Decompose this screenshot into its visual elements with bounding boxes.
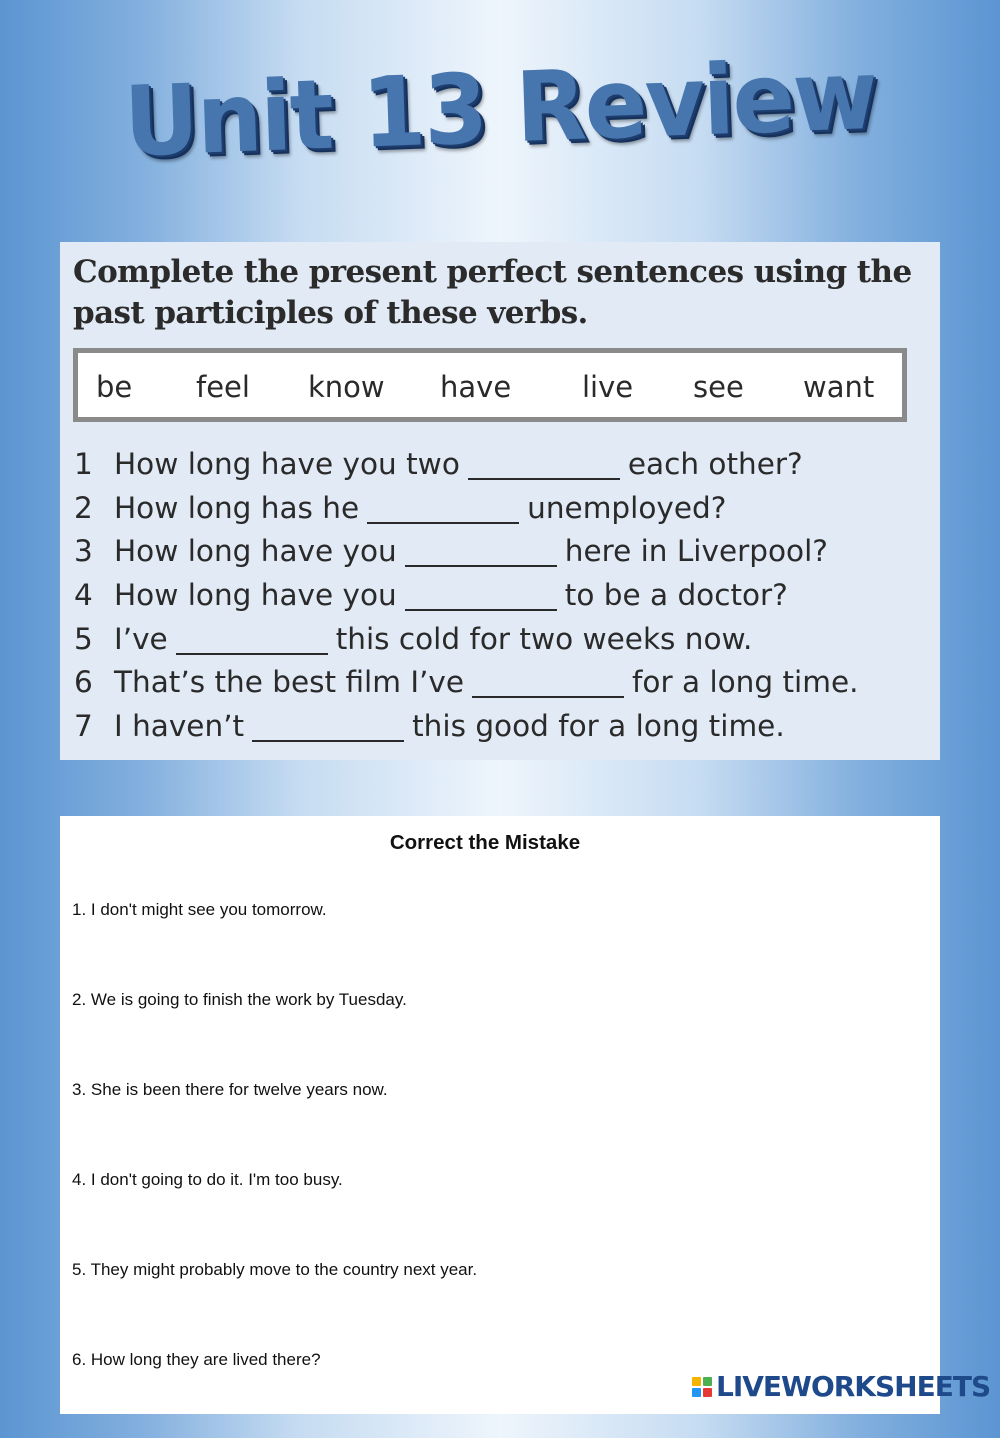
answer-blank[interactable] (468, 448, 620, 480)
sentence-text-after: to be a doctor? (564, 577, 788, 612)
verb-word: feel (196, 370, 250, 404)
mistake-item: 2. We is going to finish the work by Tuesday. (72, 990, 407, 1009)
exercise-1-panel (60, 242, 940, 760)
sentence-item (74, 529, 859, 573)
verb-word-box (73, 348, 907, 422)
logo-square (703, 1388, 712, 1397)
mistake-item: 4. I don't going to do it. I'm too busy. (72, 1170, 343, 1189)
liveworksheets-logo-icon (692, 1377, 712, 1397)
sentence-list (74, 442, 859, 748)
sentence-text-before: How long have you (114, 577, 397, 612)
sentence-text-before: I’ve (114, 621, 168, 656)
sentence-text-after: this good for a long time. (412, 708, 785, 743)
verb-word: live (582, 370, 634, 404)
sentence-item (74, 617, 859, 661)
sentence-item (74, 486, 859, 530)
answer-blank[interactable] (176, 623, 328, 655)
answer-blank[interactable] (367, 492, 519, 524)
verb-word: want (803, 370, 875, 404)
sentence-item (74, 660, 859, 704)
sentence-item (74, 442, 859, 486)
mistake-item: 1. I don't might see you tomorrow. (72, 900, 327, 919)
sentence-number: 5 (74, 621, 93, 656)
sentence-number: 7 (74, 708, 93, 743)
logo-square (703, 1377, 712, 1386)
verb-word: be (96, 370, 133, 404)
sentence-text-after: each other? (627, 446, 803, 481)
verb-word: know (308, 370, 385, 404)
exercise-2-title: Correct the Mistake (389, 831, 581, 854)
mistake-item: 5. They might probably move to the country next year. (72, 1260, 478, 1279)
liveworksheets-watermark (692, 1370, 990, 1403)
sentence-number: 4 (74, 577, 93, 612)
mistake-item: 6. How long they are lived there? (72, 1350, 321, 1369)
sentence-text-after: for a long time. (632, 665, 859, 700)
sentence-number: 6 (74, 665, 93, 700)
answer-blank[interactable] (252, 710, 404, 742)
logo-square (692, 1377, 701, 1386)
mistake-item: 3. She is been there for twelve years now. (72, 1080, 388, 1099)
sentence-text-before: How long have you two (114, 446, 460, 481)
verb-word: have (440, 370, 512, 404)
sentence-text-before: How long have you (114, 534, 397, 569)
answer-blank[interactable] (405, 579, 557, 611)
sentence-text-before: That’s the best film I’ve (114, 665, 465, 700)
sentence-text-before: I haven’t (114, 708, 245, 743)
answer-blank[interactable] (405, 535, 557, 567)
answer-blank[interactable] (472, 666, 624, 698)
logo-square (692, 1388, 701, 1397)
sentence-text-after: here in Liverpool? (564, 534, 828, 569)
page-title: Unit 13 Review (122, 38, 878, 179)
sentence-text-after: this cold for two weeks now. (335, 621, 753, 656)
verb-word: see (693, 370, 744, 404)
sentence-number: 1 (74, 446, 93, 481)
sentence-item (74, 573, 859, 617)
sentence-text-after: unemployed? (527, 490, 727, 525)
sentence-number: 3 (74, 534, 93, 569)
exercise-2-panel (60, 816, 940, 1414)
sentence-text-before: How long has he (114, 490, 360, 525)
mistake-list (72, 898, 477, 1438)
watermark-text: LIVEWORKSHEETS (716, 1370, 991, 1403)
sentence-number: 2 (74, 490, 93, 525)
sentence-item (74, 704, 859, 748)
exercise-1-instructions: Complete the present perfect sentences using the past participles of these verbs. (73, 254, 912, 331)
